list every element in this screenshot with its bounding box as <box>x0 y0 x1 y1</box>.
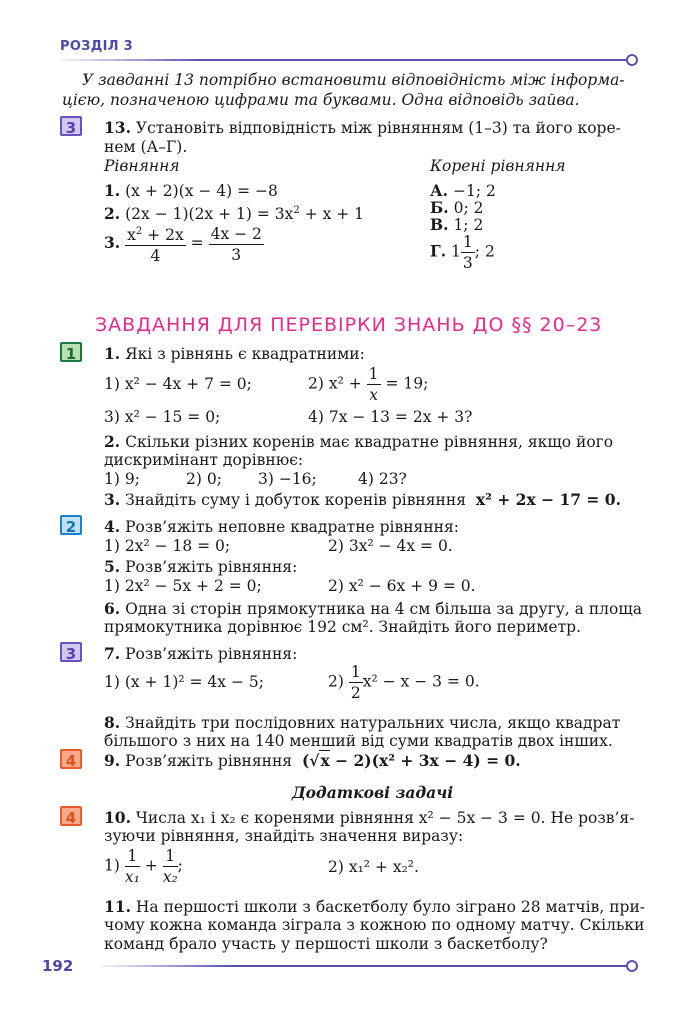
fraction-lhs <box>125 222 186 266</box>
mixed-whole: 1 <box>451 242 461 261</box>
task-2-line-2: дискримінант дорівнює: <box>104 451 304 469</box>
task-number: 10. <box>104 808 131 827</box>
footer-rule <box>100 965 628 967</box>
task-13-line-1 <box>104 117 621 139</box>
task-number: 1. <box>104 344 121 363</box>
task-text: Установіть відповідність між рівнянням (1–3) та його коре- <box>135 119 621 137</box>
task-text: Одна зі сторін прямокутника на 4 см більша за другу, а площа <box>125 600 642 618</box>
root-value: 0; 2 <box>453 199 484 217</box>
task-1-text <box>104 343 365 365</box>
root-option-g <box>430 232 495 273</box>
intro-line-1: У завданні 13 потрібно встановити відповідність між інформа- <box>82 71 625 89</box>
task-number: 11. <box>104 897 131 916</box>
root-value: 1; 2 <box>453 216 484 234</box>
task-3-text <box>104 489 621 511</box>
fraction-denominator: 2 <box>350 684 361 702</box>
root-value: −1; 2 <box>452 182 496 200</box>
task-7-option-2 <box>328 662 480 703</box>
task-text: Знайдіть суму і добуток коренів рівняння <box>125 491 466 509</box>
fraction-numerator: x <box>127 226 136 245</box>
level-badge-4: 4 <box>60 749 82 769</box>
task-5-option-2: 2) x² − 6x + 9 = 0. <box>328 577 476 595</box>
fraction-numerator: 4x − 2 <box>210 224 262 243</box>
fraction <box>163 846 178 887</box>
task-10-option-1 <box>104 846 183 887</box>
task-text: Знайдіть три послідовних натуральних числа, якщо квадрат <box>125 714 621 732</box>
fraction-numerator: 1 <box>368 365 379 383</box>
task-text: Скільки різних коренів має квадратне рівняння, якщо його <box>125 433 614 451</box>
task-text: Розв’яжіть неповне квадратне рівняння: <box>125 518 459 536</box>
task-10-option-2: 2) x₁² + x₂². <box>328 858 419 876</box>
task-text: Числа x₁ і x₂ є коренями рівняння x² − 5x − 3 = 0. Не розв’я- <box>135 809 635 827</box>
fraction-denominator: x₂ <box>162 868 178 886</box>
fraction-numerator: 1 <box>125 846 140 867</box>
task-text: Розв’яжіть рівняння: <box>125 558 298 576</box>
sqrt-open: (√ <box>301 751 320 770</box>
exponent: 2 <box>135 226 143 237</box>
roots-header: Корені рівняння <box>430 157 566 175</box>
task-4-text <box>104 516 459 538</box>
task-1-option-2 <box>308 364 428 405</box>
task-2-option-2: 2) 0; <box>186 470 222 488</box>
task-number: 2. <box>104 432 121 451</box>
task-11-line-3: команд брало участь у першості школи з баскетболу? <box>104 935 548 953</box>
fraction <box>125 846 140 887</box>
task-4-option-2: 2) 3x² − 4x = 0. <box>328 537 453 555</box>
task-number: 13. <box>104 118 131 137</box>
header-rule <box>60 59 628 61</box>
task-number: 6. <box>104 599 121 618</box>
page-number: 192 <box>42 957 74 975</box>
task-2-option-1: 1) 9; <box>104 470 140 488</box>
radicand: x <box>320 751 330 770</box>
equation-3 <box>104 222 264 266</box>
task-text: Які з рівнянь є квадратними: <box>125 345 365 363</box>
intro-line-2: цією, позначеною цифрами та буквами. Одна відповідь зайва. <box>62 91 580 109</box>
fraction-numerator: 1 <box>163 846 178 867</box>
fraction <box>367 364 381 405</box>
task-13-line-2: нем (А–Г). <box>104 138 188 156</box>
fraction-numerator: 1 <box>350 663 361 681</box>
task-expr: x² + 2x − 17 = 0. <box>475 490 621 509</box>
equation-expr: (x + 2)(x − 4) = −8 <box>125 182 278 200</box>
level-badge-1: 1 <box>60 342 82 362</box>
task-8-line-2: більшого з них на 140 менший від суми квадратів двох інших. <box>104 732 613 750</box>
root-label: А. <box>430 181 449 200</box>
option-suffix: x² − x − 3 = 0. <box>362 672 480 691</box>
fraction-denominator: x <box>369 386 378 404</box>
task-1-option-4: 4) 7x − 13 = 2x + 3? <box>308 408 473 426</box>
equation-1 <box>104 180 278 202</box>
task-number: 7. <box>104 644 121 663</box>
task-text: На першості школи з баскетболу було зіграно 28 матчів, при- <box>135 898 646 916</box>
section-heading: ЗАВДАННЯ ДЛЯ ПЕРЕВІРКИ ЗНАНЬ ДО §§ 20–23 <box>95 314 603 336</box>
root-label: Г. <box>430 241 447 261</box>
task-7-option-1: 1) (x + 1)² = 4x − 5; <box>104 673 264 691</box>
plus-sign: + <box>144 856 158 875</box>
equation-label: 2. <box>104 204 121 224</box>
header-ring-icon <box>626 54 638 66</box>
exponent: 2 <box>293 205 300 216</box>
task-2-option-4: 4) 23? <box>358 470 407 488</box>
task-11-line-2: чому кожна команда зіграла з кожною по одному матчу. Скільки <box>104 916 645 934</box>
option-prefix: 2) <box>328 672 344 691</box>
level-badge-3: 3 <box>60 116 82 136</box>
option-suffix: = 19; <box>385 374 429 393</box>
fraction-denominator: 4 <box>150 247 161 266</box>
option-suffix: ; <box>177 856 183 875</box>
root-label: В. <box>430 215 449 234</box>
level-badge-4: 4 <box>60 806 82 826</box>
task-text: Розв’яжіть рівняння <box>125 752 293 770</box>
extra-tasks-title: Додаткові задачі <box>291 783 454 802</box>
task-5-text <box>104 556 297 578</box>
task-7-text <box>104 643 297 665</box>
equals-sign: = <box>190 234 204 253</box>
root-value: ; 2 <box>474 242 495 261</box>
task-number: 4. <box>104 517 121 536</box>
task-expr <box>302 750 521 770</box>
fraction-numerator-tail: + 2x <box>142 226 184 245</box>
equation-label: 1. <box>104 181 121 200</box>
fraction-rhs <box>209 224 264 265</box>
task-number: 5. <box>104 557 121 576</box>
equation-label: 3. <box>104 233 121 253</box>
footer-ring-icon <box>626 960 638 972</box>
equations-header: Рівняння <box>104 157 180 175</box>
task-9-text <box>104 750 521 772</box>
fraction-denominator: 3 <box>231 245 242 264</box>
task-1-option-3: 3) x² − 15 = 0; <box>104 408 221 426</box>
mixed-fraction <box>461 232 475 273</box>
fraction-numerator: 1 <box>462 233 473 251</box>
task-1-option-1: 1) x² − 4x + 7 = 0; <box>104 375 252 393</box>
task-10-line-2: зуючи рівняння, знайдіть значення виразу: <box>104 827 464 845</box>
equation-expr: (2x − 1)(2x + 1) = 3x <box>125 205 294 224</box>
task-number: 8. <box>104 713 121 732</box>
expr-tail: − 2)(x² + 3x − 4) = 0. <box>329 751 521 770</box>
fraction-denominator: x₁ <box>124 868 140 886</box>
fraction-denominator: 3 <box>462 254 473 272</box>
task-2-option-3: 3) −16; <box>258 470 317 488</box>
level-badge-3: 3 <box>60 642 82 662</box>
task-6-line-2: прямокутника дорівнює 192 см². Знайдіть його периметр. <box>104 618 582 636</box>
section-label: РОЗДІЛ 3 <box>60 39 133 54</box>
option-prefix: 2) x² + <box>308 374 362 393</box>
root-label: Б. <box>430 198 449 217</box>
task-4-option-1: 1) 2x² − 18 = 0; <box>104 537 231 555</box>
task-text: Розв’яжіть рівняння: <box>125 645 298 663</box>
level-badge-2: 2 <box>60 515 82 535</box>
option-prefix: 1) <box>104 856 120 875</box>
task-5-option-1: 1) 2x² − 5x + 2 = 0; <box>104 577 262 595</box>
fraction <box>349 662 363 703</box>
equation-expr-tail: + x + 1 <box>299 205 365 224</box>
task-number: 9. <box>104 751 121 770</box>
task-number: 3. <box>104 490 121 509</box>
